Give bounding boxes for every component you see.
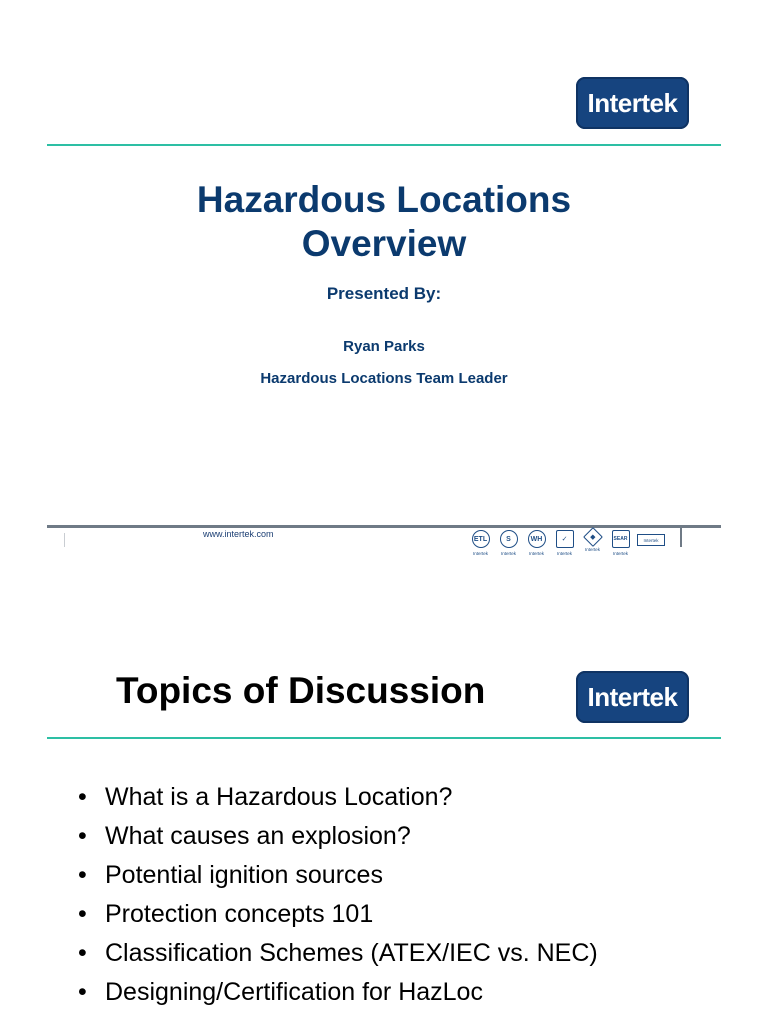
bullet-icon: • [78, 939, 87, 967]
footer-divider [47, 525, 721, 528]
list-item: • Designing/Certification for HazLoc [78, 973, 598, 1012]
check-mark-icon: ✓ Intertek [550, 530, 579, 556]
intertek-logo [576, 77, 689, 129]
header-divider [47, 737, 721, 739]
presenter-role: Hazardous Locations Team Leader [260, 370, 508, 387]
bullet-icon: • [78, 822, 87, 850]
bullet-icon: • [78, 861, 87, 889]
intertek-badge-icon: Intertek [634, 530, 668, 556]
diamond-mark-icon: ◆ Intertek [578, 530, 607, 556]
title-line-1: Hazardous Locations [196, 179, 572, 220]
topics-slide [0, 585, 768, 1024]
topics-list [78, 778, 598, 1012]
logo-text: Intertek [587, 87, 678, 118]
wh-mark-icon: WH Intertek [522, 530, 551, 556]
intertek-logo [576, 671, 689, 723]
slide-title [0, 178, 768, 266]
title-line-2: Overview [301, 223, 467, 264]
header-divider [47, 144, 721, 146]
logo-text: Intertek [587, 681, 678, 712]
slide-title: Topics of Discussion [116, 670, 486, 711]
list-item: • What is a Hazardous Location? [78, 778, 598, 817]
sear-mark-icon: SEAR Intertek [606, 530, 635, 556]
bullet-icon: • [78, 783, 87, 811]
etl-mark-icon: ETL Intertek [466, 530, 495, 556]
list-item: • Potential ignition sources [78, 856, 598, 895]
bullet-icon: • [78, 900, 87, 928]
certification-marks [466, 530, 667, 556]
list-item: • What causes an explosion? [78, 817, 598, 856]
bullet-icon: • [78, 978, 87, 1006]
presenter-name: Ryan Parks [343, 338, 425, 355]
presented-by-label: Presented By: [326, 284, 442, 303]
footer-tick-left [64, 533, 65, 547]
list-item: • Classification Schemes (ATEX/IEC vs. NEC) [78, 934, 598, 973]
footer-tick-right [680, 528, 682, 547]
s-mark-icon: S Intertek [494, 530, 523, 556]
list-item: • Protection concepts 101 [78, 895, 598, 934]
footer-url-link[interactable]: www.intertek.com [203, 529, 274, 539]
